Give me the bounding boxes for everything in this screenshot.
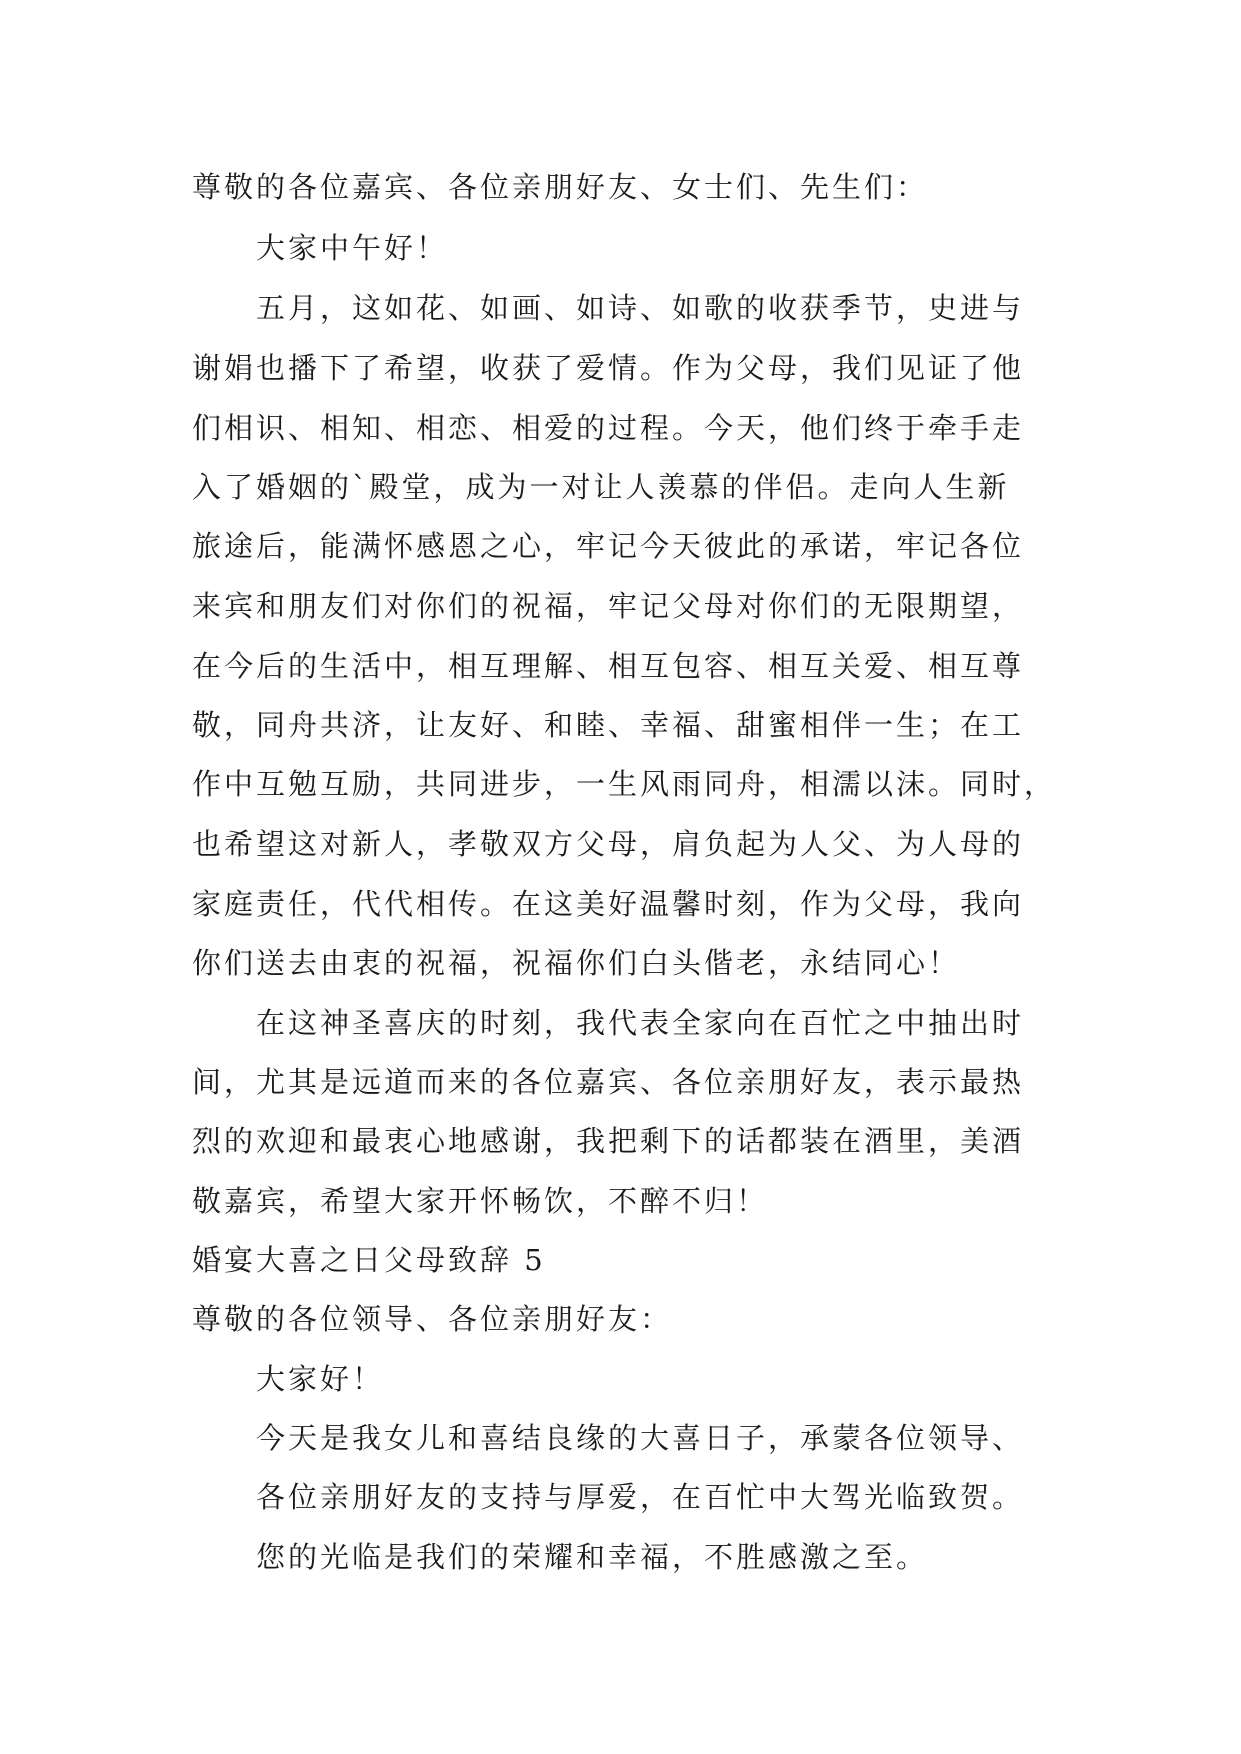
paragraph-line: 您的光临是我们的荣耀和幸福，不胜感激之至。 bbox=[256, 1540, 929, 1574]
paragraph-line: 也希望这对新人，孝敬双方父母，肩负起为人父、为人母的 bbox=[192, 827, 1025, 861]
paragraph-line: 谢娟也播下了希望，收获了爱情。作为父母，我们见证了他 bbox=[192, 351, 1025, 385]
paragraph-line: 各位亲朋好友的支持与厚爱，在百忙中大驾光临致贺。 bbox=[256, 1480, 1025, 1514]
paragraph-line: 们相识、相知、相恋、相爱的过程。今天，他们终于牵手走 bbox=[192, 411, 1025, 445]
paragraph-line: 敬，同舟共济，让友好、和睦、幸福、甜蜜相伴一生；在工 bbox=[192, 708, 1025, 742]
paragraph-line: 旅途后，能满怀感恩之心，牢记今天彼此的承诺，牢记各位 bbox=[192, 529, 1025, 563]
paragraph-line: 五月，这如花、如画、如诗、如歌的收获季节，史进与 bbox=[256, 291, 1025, 325]
paragraph-line: 在这神圣喜庆的时刻，我代表全家向在百忙之中抽出时 bbox=[256, 1006, 1025, 1040]
paragraph-line: 作中互勉互励，共同进步，一生风雨同舟，相濡以沫。同时， bbox=[192, 767, 1057, 801]
paragraph-line: 家庭责任，代代相传。在这美好温馨时刻，作为父母，我向 bbox=[192, 887, 1025, 921]
salutation-line: 尊敬的各位嘉宾、各位亲朋好友、女士们、先生们： bbox=[192, 170, 929, 204]
paragraph-line: 在今后的生活中，相互理解、相互包容、相互关爱、相互尊 bbox=[192, 649, 1025, 683]
paragraph-line: 来宾和朋友们对你们的祝福，牢记父母对你们的无限期望， bbox=[192, 589, 1025, 623]
paragraph-line: 烈的欢迎和最衷心地感谢，我把剩下的话都装在酒里，美酒 bbox=[192, 1124, 1025, 1158]
paragraph-line: 你们送去由衷的祝福，祝福你们白头偕老，永结同心！ bbox=[192, 946, 961, 980]
greeting-line: 大家中午好！ bbox=[256, 231, 449, 265]
paragraph-line: 入了婚姻的`殿堂，成为一对让人羡慕的伴侣。走向人生新 bbox=[192, 470, 1010, 504]
greeting-line: 大家好！ bbox=[256, 1362, 385, 1396]
section-heading: 婚宴大喜之日父母致辞 5 bbox=[192, 1243, 546, 1277]
paragraph-line: 敬嘉宾，希望大家开怀畅饮，不醉不归！ bbox=[192, 1184, 769, 1218]
paragraph-line: 间，尤其是远道而来的各位嘉宾、各位亲朋好友，表示最热 bbox=[192, 1065, 1025, 1099]
salutation-line: 尊敬的各位领导、各位亲朋好友： bbox=[192, 1302, 673, 1336]
paragraph-line: 今天是我女儿和喜结良缘的大喜日子，承蒙各位领导、 bbox=[256, 1421, 1025, 1455]
